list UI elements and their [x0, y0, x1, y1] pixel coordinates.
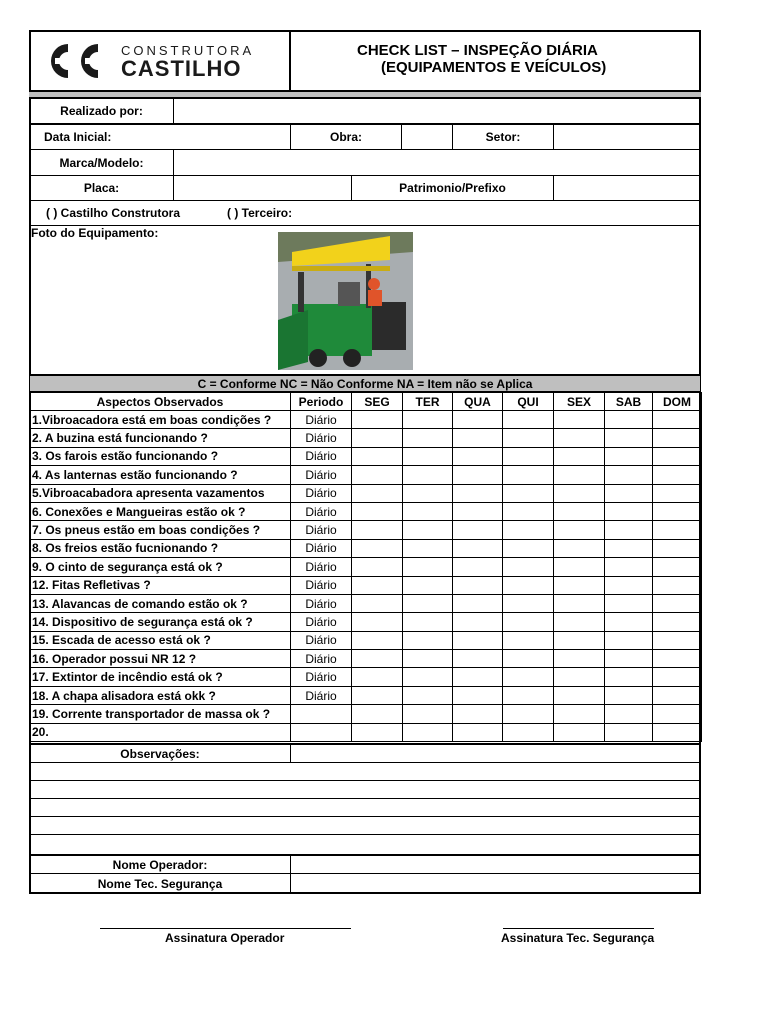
checklist-item-label: 16. Operador possui NR 12 ? — [30, 650, 291, 668]
checklist-item-label: 13. Alavancas de comando estão ok ? — [30, 594, 291, 612]
check-cell-qui[interactable] — [503, 429, 554, 447]
check-cell-sex[interactable] — [554, 502, 605, 520]
realizado-por-label: Realizado por: — [29, 98, 174, 124]
observacoes-line[interactable] — [29, 798, 701, 817]
placa-label: Placa: — [29, 175, 174, 201]
check-cell-dom[interactable] — [653, 466, 702, 484]
check-cell-sex[interactable] — [554, 539, 605, 557]
check-cell-seg[interactable] — [352, 631, 403, 649]
check-cell-sex[interactable] — [554, 558, 605, 576]
check-cell-seg[interactable] — [352, 594, 403, 612]
check-cell-dom[interactable] — [653, 650, 702, 668]
check-cell-seg[interactable] — [352, 521, 403, 539]
nome-operador-label: Nome Operador: — [29, 854, 291, 874]
check-cell-sab[interactable] — [605, 558, 653, 576]
equipment-photo — [278, 232, 413, 370]
checklist-row — [30, 429, 702, 447]
checklist-item-period: Diário — [291, 631, 352, 649]
check-cell-sex[interactable] — [554, 723, 605, 741]
check-cell-sex[interactable] — [554, 521, 605, 539]
check-cell-sab[interactable] — [605, 502, 653, 520]
check-cell-qua[interactable] — [453, 429, 503, 447]
check-cell-dom[interactable] — [653, 502, 702, 520]
check-cell-ter[interactable] — [403, 705, 453, 723]
check-cell-qui[interactable] — [503, 484, 554, 502]
checklist-item-label: 3. Os farois estão funcionando ? — [30, 447, 291, 465]
check-cell-sab[interactable] — [605, 668, 653, 686]
check-cell-seg[interactable] — [352, 411, 403, 429]
check-cell-sab[interactable] — [605, 705, 653, 723]
check-cell-sab[interactable] — [605, 429, 653, 447]
checklist-row — [30, 576, 702, 594]
check-cell-sex[interactable] — [554, 466, 605, 484]
obra-label: Obra: — [290, 124, 402, 150]
check-cell-sex[interactable] — [554, 594, 605, 612]
observacoes-line[interactable] — [29, 762, 701, 781]
checklist-row — [30, 502, 702, 520]
nome-tec-field[interactable] — [290, 873, 701, 894]
col-header-seg: SEG — [352, 393, 403, 411]
col-header-ter: TER — [403, 393, 453, 411]
checklist-row — [30, 558, 702, 576]
checklist-item-period: Diário — [291, 576, 352, 594]
col-header-qua: QUA — [453, 393, 503, 411]
checklist-item-label: 5.Vibroacabadora apresenta vazamentos — [30, 484, 291, 502]
check-cell-qui[interactable] — [503, 521, 554, 539]
checklist-item-period: Diário — [291, 521, 352, 539]
check-cell-dom[interactable] — [653, 613, 702, 631]
checklist-item-label: 6. Conexões e Mangueiras estão ok ? — [30, 502, 291, 520]
operator-signature-line[interactable] — [100, 928, 351, 929]
observacoes-line[interactable] — [29, 834, 701, 855]
check-cell-sex[interactable] — [554, 576, 605, 594]
check-cell-seg[interactable] — [352, 650, 403, 668]
check-cell-seg[interactable] — [352, 447, 403, 465]
observacoes-line[interactable] — [29, 780, 701, 799]
check-cell-qua[interactable] — [453, 484, 503, 502]
checklist-header-row — [30, 393, 702, 411]
data-inicial-label: Data Inicial: — [29, 124, 291, 150]
check-cell-ter[interactable] — [403, 686, 453, 704]
option-castilho[interactable]: ( ) Castilho Construtora — [46, 206, 180, 220]
check-cell-sab[interactable] — [605, 466, 653, 484]
legend-bar: C = Conforme NC = Não Conforme NA = Item não se Aplica — [29, 374, 701, 392]
check-cell-ter[interactable] — [403, 594, 453, 612]
check-cell-sab[interactable] — [605, 576, 653, 594]
check-cell-sex[interactable] — [554, 613, 605, 631]
col-header-sex: SEX — [554, 393, 605, 411]
check-cell-seg[interactable] — [352, 723, 403, 741]
marca-modelo-field[interactable] — [173, 149, 701, 176]
checklist-item-label: 20. — [30, 723, 291, 741]
check-cell-qua[interactable] — [453, 613, 503, 631]
check-cell-sex[interactable] — [554, 686, 605, 704]
checklist-item-period: Diário — [291, 484, 352, 502]
check-cell-qui[interactable] — [503, 613, 554, 631]
patrimonio-label: Patrimonio/Prefixo — [351, 175, 554, 201]
observacoes-line[interactable] — [29, 816, 701, 835]
check-cell-sab[interactable] — [605, 539, 653, 557]
check-cell-qui[interactable] — [503, 576, 554, 594]
obra-field[interactable] — [401, 124, 453, 150]
check-cell-qua[interactable] — [453, 539, 503, 557]
check-cell-qui[interactable] — [503, 723, 554, 741]
check-cell-ter[interactable] — [403, 502, 453, 520]
check-cell-qua[interactable] — [453, 705, 503, 723]
check-cell-sab[interactable] — [605, 521, 653, 539]
checklist-row — [30, 466, 702, 484]
checklist-item-label: 4. As lanternas estão funcionando ? — [30, 466, 291, 484]
check-cell-seg[interactable] — [352, 502, 403, 520]
checklist-row — [30, 705, 702, 723]
checklist-item-period — [291, 723, 352, 741]
check-cell-qua[interactable] — [453, 576, 503, 594]
check-cell-sex[interactable] — [554, 631, 605, 649]
checklist-item-period: Diário — [291, 429, 352, 447]
checklist-row — [30, 668, 702, 686]
check-cell-seg[interactable] — [352, 686, 403, 704]
observacoes-label: Observações: — [29, 743, 291, 763]
checklist-row — [30, 650, 702, 668]
check-cell-dom[interactable] — [653, 631, 702, 649]
checklist-item-period: Diário — [291, 447, 352, 465]
check-cell-seg[interactable] — [352, 484, 403, 502]
checklist-item-label: 9. O cinto de segurança está ok ? — [30, 558, 291, 576]
checklist-row — [30, 686, 702, 704]
col-header-sab: SAB — [605, 393, 653, 411]
check-cell-qua[interactable] — [453, 631, 503, 649]
patrimonio-field[interactable] — [553, 175, 701, 201]
checklist-row — [30, 723, 702, 741]
checklist-row — [30, 613, 702, 631]
check-cell-seg[interactable] — [352, 668, 403, 686]
check-cell-dom[interactable] — [653, 723, 702, 741]
checklist-item-label: 14. Dispositivo de segurança está ok ? — [30, 613, 291, 631]
check-cell-qui[interactable] — [503, 558, 554, 576]
check-cell-sex[interactable] — [554, 705, 605, 723]
company-name-text: CASTILHO — [121, 56, 242, 81]
check-cell-qua[interactable] — [453, 668, 503, 686]
checklist-row — [30, 447, 702, 465]
header-divider — [29, 90, 701, 98]
check-cell-dom[interactable] — [653, 447, 702, 465]
check-cell-sab[interactable] — [605, 411, 653, 429]
check-cell-seg[interactable] — [352, 539, 403, 557]
check-cell-ter[interactable] — [403, 466, 453, 484]
checklist-row — [30, 411, 702, 429]
checklist-item-period: Diário — [291, 558, 352, 576]
check-cell-qui[interactable] — [503, 686, 554, 704]
setor-label: Setor: — [452, 124, 554, 150]
check-cell-ter[interactable] — [403, 576, 453, 594]
check-cell-dom[interactable] — [653, 484, 702, 502]
checklist-row — [30, 484, 702, 502]
checklist-item-period: Diário — [291, 594, 352, 612]
check-cell-qua[interactable] — [453, 521, 503, 539]
check-cell-ter[interactable] — [403, 447, 453, 465]
placa-field[interactable] — [173, 175, 352, 201]
check-cell-qui[interactable] — [503, 502, 554, 520]
col-header-aspects: Aspectos Observados — [30, 393, 291, 411]
col-header-dom: DOM — [653, 393, 702, 411]
checklist-row — [30, 539, 702, 557]
check-cell-ter[interactable] — [403, 668, 453, 686]
check-cell-dom[interactable] — [653, 411, 702, 429]
checklist-item-label: 18. A chapa alisadora está okk ? — [30, 686, 291, 704]
checklist-item-period: Diário — [291, 613, 352, 631]
check-cell-dom[interactable] — [653, 429, 702, 447]
option-terceiro[interactable]: ( ) Terceiro: — [227, 206, 293, 220]
checklist-item-period — [291, 705, 352, 723]
check-cell-qua[interactable] — [453, 723, 503, 741]
check-cell-seg[interactable] — [352, 576, 403, 594]
check-cell-ter[interactable] — [403, 723, 453, 741]
realizado-por-field[interactable] — [173, 98, 701, 124]
check-cell-ter[interactable] — [403, 521, 453, 539]
foto-label: Foto do Equipamento: — [31, 226, 159, 240]
check-cell-qua[interactable] — [453, 411, 503, 429]
check-cell-ter[interactable] — [403, 558, 453, 576]
check-cell-sex[interactable] — [554, 484, 605, 502]
operator-signature-label: Assinatura Operador — [165, 931, 285, 945]
check-cell-qua[interactable] — [453, 686, 503, 704]
check-cell-qua[interactable] — [453, 558, 503, 576]
castilho-logo-icon — [49, 42, 117, 80]
check-cell-sab[interactable] — [605, 447, 653, 465]
checklist-row — [30, 594, 702, 612]
check-cell-qui[interactable] — [503, 411, 554, 429]
checklist-item-label: 17. Extintor de incêndio está ok ? — [30, 668, 291, 686]
check-cell-qui[interactable] — [503, 705, 554, 723]
check-cell-sab[interactable] — [605, 650, 653, 668]
check-cell-dom[interactable] — [653, 521, 702, 539]
check-cell-sab[interactable] — [605, 484, 653, 502]
check-cell-seg[interactable] — [352, 558, 403, 576]
check-cell-ter[interactable] — [403, 631, 453, 649]
checklist-item-period: Diário — [291, 650, 352, 668]
tec-signature-label: Assinatura Tec. Segurança — [501, 931, 655, 945]
checklist-item-period: Diário — [291, 466, 352, 484]
col-header-period: Periodo — [291, 393, 352, 411]
checklist-item-period: Diário — [291, 668, 352, 686]
check-cell-sex[interactable] — [554, 429, 605, 447]
checklist-item-period: Diário — [291, 539, 352, 557]
check-cell-qua[interactable] — [453, 594, 503, 612]
check-cell-qua[interactable] — [453, 447, 503, 465]
checklist-row — [30, 631, 702, 649]
checklist-item-label: 19. Corrente transportador de massa ok ? — [30, 705, 291, 723]
check-cell-ter[interactable] — [403, 650, 453, 668]
check-cell-ter[interactable] — [403, 429, 453, 447]
check-cell-qui[interactable] — [503, 447, 554, 465]
check-cell-qua[interactable] — [453, 502, 503, 520]
check-cell-qui[interactable] — [503, 466, 554, 484]
logo-area — [29, 30, 291, 90]
checklist-row — [30, 521, 702, 539]
check-cell-seg[interactable] — [352, 429, 403, 447]
check-cell-dom[interactable] — [653, 539, 702, 557]
col-header-qui: QUI — [503, 393, 554, 411]
checklist-item-label: 12. Fitas Refletivas ? — [30, 576, 291, 594]
check-cell-qui[interactable] — [503, 539, 554, 557]
check-cell-qui[interactable] — [503, 631, 554, 649]
nome-operador-field[interactable] — [290, 854, 701, 874]
checklist-item-label: 7. Os pneus estão em boas condições ? — [30, 521, 291, 539]
check-cell-sab[interactable] — [605, 631, 653, 649]
checklist-item-label: 8. Os freios estão fucnionando ? — [30, 539, 291, 557]
check-cell-ter[interactable] — [403, 484, 453, 502]
check-cell-sab[interactable] — [605, 686, 653, 704]
check-cell-ter[interactable] — [403, 539, 453, 557]
check-cell-sex[interactable] — [554, 650, 605, 668]
setor-field[interactable] — [553, 124, 701, 150]
check-cell-qui[interactable] — [503, 650, 554, 668]
check-cell-sab[interactable] — [605, 723, 653, 741]
check-cell-sab[interactable] — [605, 613, 653, 631]
check-cell-qui[interactable] — [503, 594, 554, 612]
check-cell-sex[interactable] — [554, 668, 605, 686]
title-area — [291, 30, 701, 90]
check-cell-ter[interactable] — [403, 411, 453, 429]
check-cell-qui[interactable] — [503, 668, 554, 686]
checklist-item-label: 1.Vibroacadora está em boas condições ? — [30, 411, 291, 429]
check-cell-dom[interactable] — [653, 686, 702, 704]
checklist-item-period: Diário — [291, 411, 352, 429]
checklist-table — [29, 392, 702, 742]
observacoes-field[interactable] — [290, 743, 701, 763]
check-cell-sab[interactable] — [605, 594, 653, 612]
check-cell-ter[interactable] — [403, 613, 453, 631]
nome-tec-label: Nome Tec. Segurança — [29, 873, 291, 894]
check-cell-qua[interactable] — [453, 650, 503, 668]
checklist-item-label: 2. A buzina está funcionando ? — [30, 429, 291, 447]
marca-modelo-label: Marca/Modelo: — [29, 149, 174, 176]
company-top-text: CONSTRUTORA — [121, 43, 255, 58]
checklist-item-period: Diário — [291, 686, 352, 704]
checklist-item-period: Diário — [291, 502, 352, 520]
page-title: CHECK LIST – INSPEÇÃO DIÁRIA — [357, 42, 598, 59]
check-cell-dom[interactable] — [653, 576, 702, 594]
tec-signature-line[interactable] — [503, 928, 654, 929]
checklist-item-label: 15. Escada de acesso está ok ? — [30, 631, 291, 649]
check-cell-qua[interactable] — [453, 466, 503, 484]
check-cell-sex[interactable] — [554, 411, 605, 429]
check-cell-dom[interactable] — [653, 668, 702, 686]
check-cell-seg[interactable] — [352, 466, 403, 484]
check-cell-dom[interactable] — [653, 558, 702, 576]
check-cell-dom[interactable] — [653, 705, 702, 723]
check-cell-seg[interactable] — [352, 613, 403, 631]
page-subtitle: (EQUIPAMENTOS E VEÍCULOS) — [381, 59, 607, 76]
check-cell-dom[interactable] — [653, 594, 702, 612]
check-cell-seg[interactable] — [352, 705, 403, 723]
check-cell-sex[interactable] — [554, 447, 605, 465]
